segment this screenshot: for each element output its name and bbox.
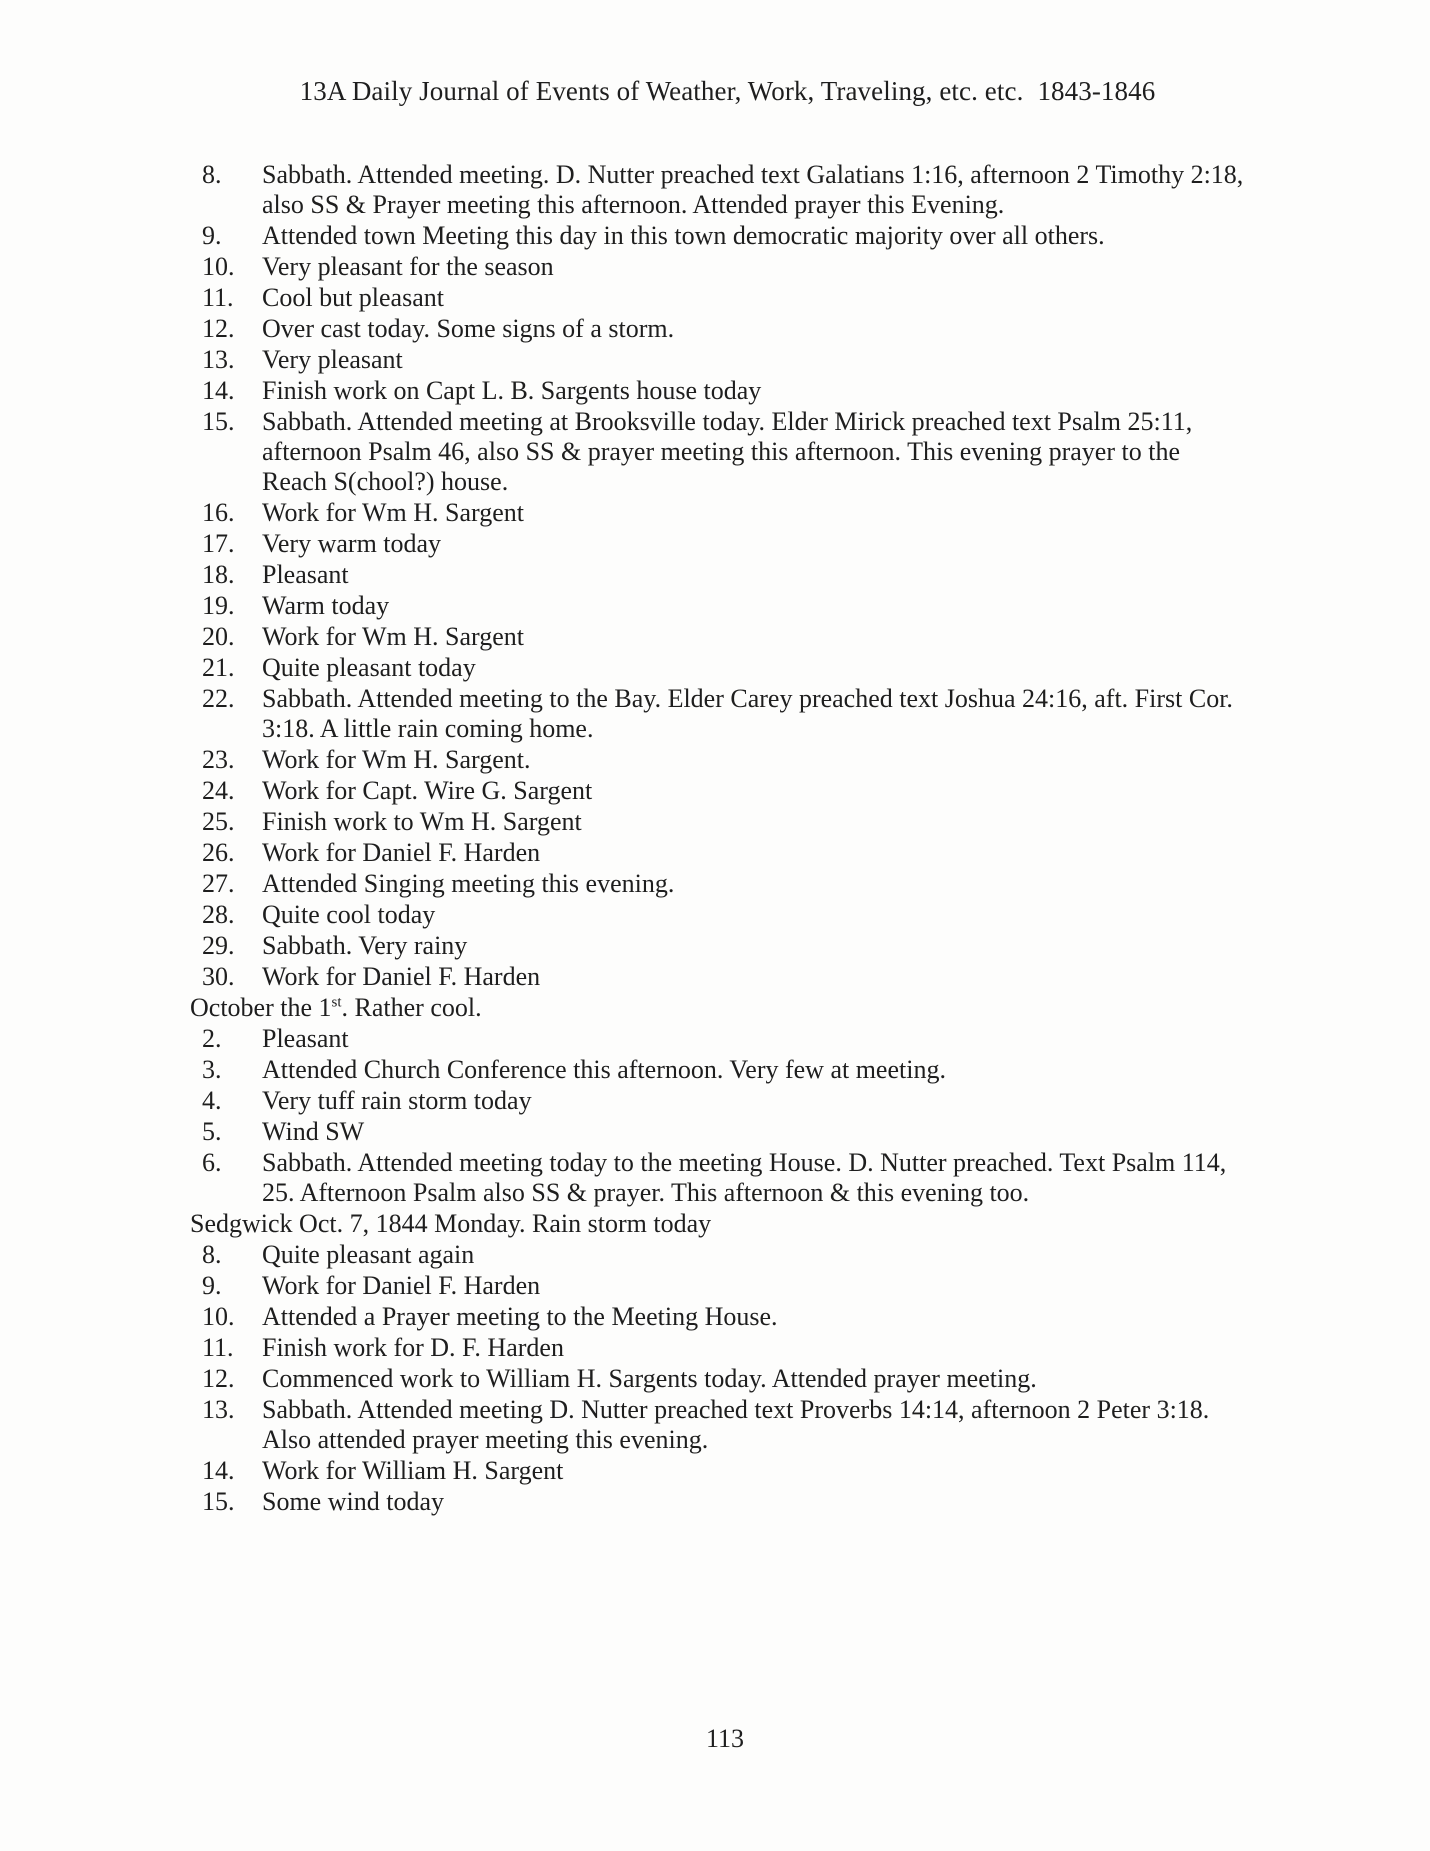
entry-number: 17. — [202, 529, 235, 558]
entry-text: Quite cool today — [262, 900, 436, 929]
entry-number: 19. — [202, 591, 235, 620]
journal-entry — [190, 931, 1250, 961]
journal-entry — [190, 1364, 1250, 1394]
entry-text: Warm today — [262, 591, 390, 620]
page-header — [0, 76, 1430, 107]
entry-text: Work for William H. Sargent — [262, 1456, 564, 1485]
entry-number: 12. — [202, 1364, 235, 1393]
entry-number: 9. — [202, 1271, 222, 1300]
entry-text: Work for Capt. Wire G. Sargent — [262, 776, 593, 805]
journal-entries — [190, 160, 1250, 1518]
entry-text: Sabbath. Attended meeting at Brooksville today. Elder Mirick preached text Psalm 25:11, afternoon Psalm 46, also SS & prayer meeting this afternoon. This evening prayer to the Reach S(chool?) house. — [262, 407, 1193, 496]
entry-text: Pleasant — [262, 560, 349, 589]
entry-number: 15. — [202, 407, 235, 436]
journal-entry — [190, 345, 1250, 375]
journal-entry — [190, 529, 1250, 559]
entry-number: 8. — [202, 160, 222, 189]
october-prefix: October the 1 — [190, 993, 332, 1022]
entry-number: 9. — [202, 221, 222, 250]
entry-number: 22. — [202, 684, 235, 713]
entry-number: 25. — [202, 807, 235, 836]
journal-entry — [190, 560, 1250, 590]
entry-number: 13. — [202, 1395, 235, 1424]
entry-number: 4. — [202, 1086, 222, 1115]
journal-entry — [190, 1333, 1250, 1363]
sedgwick-line: Sedgwick Oct. 7, 1844 Monday. Rain storm today — [190, 1209, 712, 1238]
entry-text: Sabbath. Attended meeting to the Bay. Elder Carey preached text Joshua 24:16, aft. First Cor. 3:18. A little rain coming home. — [262, 684, 1233, 743]
entry-text: Wind SW — [262, 1117, 365, 1146]
entry-text: Very tuff rain storm today — [262, 1086, 532, 1115]
entry-text: Pleasant — [262, 1024, 349, 1053]
entry-number: 13. — [202, 345, 235, 374]
journal-entry — [190, 407, 1250, 497]
entry-text: Quite pleasant again — [262, 1240, 475, 1269]
entry-number: 28. — [202, 900, 235, 929]
october-suffix: . Rather cool. — [341, 993, 482, 1022]
entry-text: Sabbath. Very rainy — [262, 931, 468, 960]
entry-number: 20. — [202, 622, 235, 651]
journal-entry — [190, 1055, 1250, 1085]
entry-text: Work for Wm H. Sargent. — [262, 745, 531, 774]
entry-text: Work for Wm H. Sargent — [262, 498, 524, 527]
journal-entry — [190, 283, 1250, 313]
journal-entry — [190, 807, 1250, 837]
entry-text: Very pleasant for the season — [262, 252, 554, 281]
entry-text: Finish work on Capt L. B. Sargents house today — [262, 376, 762, 405]
entry-number: 30. — [202, 962, 235, 991]
entry-number: 24. — [202, 776, 235, 805]
entry-number: 2. — [202, 1024, 222, 1053]
journal-entry — [190, 221, 1250, 251]
entry-text: Over cast today. Some signs of a storm. — [262, 314, 675, 343]
journal-years: 1843-1846 — [1037, 76, 1156, 106]
entry-text: Work for Daniel F. Harden — [262, 1271, 541, 1300]
entry-text: Attended a Prayer meeting to the Meeting House. — [262, 1302, 778, 1331]
journal-entry — [190, 653, 1250, 683]
entry-number: 26. — [202, 838, 235, 867]
entry-text: Sabbath. Attended meeting D. Nutter preached text Proverbs 14:14, afternoon 2 Peter 3:18. Also attended prayer meeting this evening. — [262, 1395, 1210, 1454]
entry-text: Finish work for D. F. Harden — [262, 1333, 564, 1362]
entry-text: Work for Daniel F. Harden — [262, 838, 541, 867]
entry-number: 10. — [202, 252, 235, 281]
entry-number: 8. — [202, 1240, 222, 1269]
page-footer — [0, 1724, 1430, 1754]
entry-text: Very warm today — [262, 529, 442, 558]
october-first-line — [190, 993, 1250, 1023]
entry-text: Commenced work to William H. Sargents today. Attended prayer meeting. — [262, 1364, 1037, 1393]
journal-entry — [190, 1117, 1250, 1147]
entry-text: Attended Singing meeting this evening. — [262, 869, 675, 898]
entry-number: 29. — [202, 931, 235, 960]
entry-text: Sabbath. Attended meeting today to the meeting House. D. Nutter preached. Text Psalm 114, 25. Afternoon Psalm also SS & prayer. This afternoon & this evening too. — [262, 1148, 1227, 1207]
journal-entry — [190, 869, 1250, 899]
entry-number: 15. — [202, 1487, 235, 1516]
entry-number: 5. — [202, 1117, 222, 1146]
journal-entry — [190, 1302, 1250, 1332]
journal-entry — [190, 1148, 1250, 1208]
journal-entry — [190, 591, 1250, 621]
entry-number: 10. — [202, 1302, 235, 1331]
entry-number: 11. — [202, 1333, 234, 1362]
journal-entry — [190, 622, 1250, 652]
journal-entry — [190, 1395, 1250, 1455]
entry-text: Sabbath. Attended meeting. D. Nutter preached text Galatians 1:16, afternoon 2 Timothy 2:18, also SS & Prayer meeting this afternoon. Attended prayer this Evening. — [262, 160, 1244, 219]
journal-entry — [190, 776, 1250, 806]
journal-entry — [190, 314, 1250, 344]
journal-entry — [190, 498, 1250, 528]
page-number: 113 — [705, 1724, 745, 1753]
entry-text: Attended Church Conference this afternoon. Very few at meeting. — [262, 1055, 946, 1084]
journal-entry — [190, 1024, 1250, 1054]
journal-entry — [190, 252, 1250, 282]
journal-entry — [190, 160, 1250, 220]
entry-text: Work for Wm H. Sargent — [262, 622, 524, 651]
entry-number: 3. — [202, 1055, 222, 1084]
entry-text: Cool but pleasant — [262, 283, 444, 312]
journal-entry — [190, 1456, 1250, 1486]
journal-entry — [190, 838, 1250, 868]
journal-entry — [190, 376, 1250, 406]
entry-text: Work for Daniel F. Harden — [262, 962, 541, 991]
entry-number: 27. — [202, 869, 235, 898]
entry-number: 11. — [202, 283, 234, 312]
entry-text: Finish work to Wm H. Sargent — [262, 807, 582, 836]
entry-number: 23. — [202, 745, 235, 774]
journal-entry — [190, 745, 1250, 775]
journal-entry — [190, 1271, 1250, 1301]
journal-entry — [190, 962, 1250, 992]
entry-number: 6. — [202, 1148, 222, 1177]
entry-number: 21. — [202, 653, 235, 682]
entry-number: 14. — [202, 376, 235, 405]
october-ordinal: st — [331, 994, 342, 1011]
entry-text: Attended town Meeting this day in this town democratic majority over all others. — [262, 221, 1105, 250]
journal-entry — [190, 1086, 1250, 1116]
journal-entry — [190, 900, 1250, 930]
entry-number: 18. — [202, 560, 235, 589]
journal-entry — [190, 1240, 1250, 1270]
journal-entry — [190, 684, 1250, 744]
journal-entry — [190, 1487, 1250, 1517]
entry-number: 16. — [202, 498, 235, 527]
entry-text: Some wind today — [262, 1487, 444, 1516]
journal-title: 13A Daily Journal of Events of Weather, Work, Traveling, etc. etc. — [299, 76, 1024, 106]
entry-text: Very pleasant — [262, 345, 403, 374]
entry-number: 12. — [202, 314, 235, 343]
entry-number: 14. — [202, 1456, 235, 1485]
entry-text: Quite pleasant today — [262, 653, 476, 682]
